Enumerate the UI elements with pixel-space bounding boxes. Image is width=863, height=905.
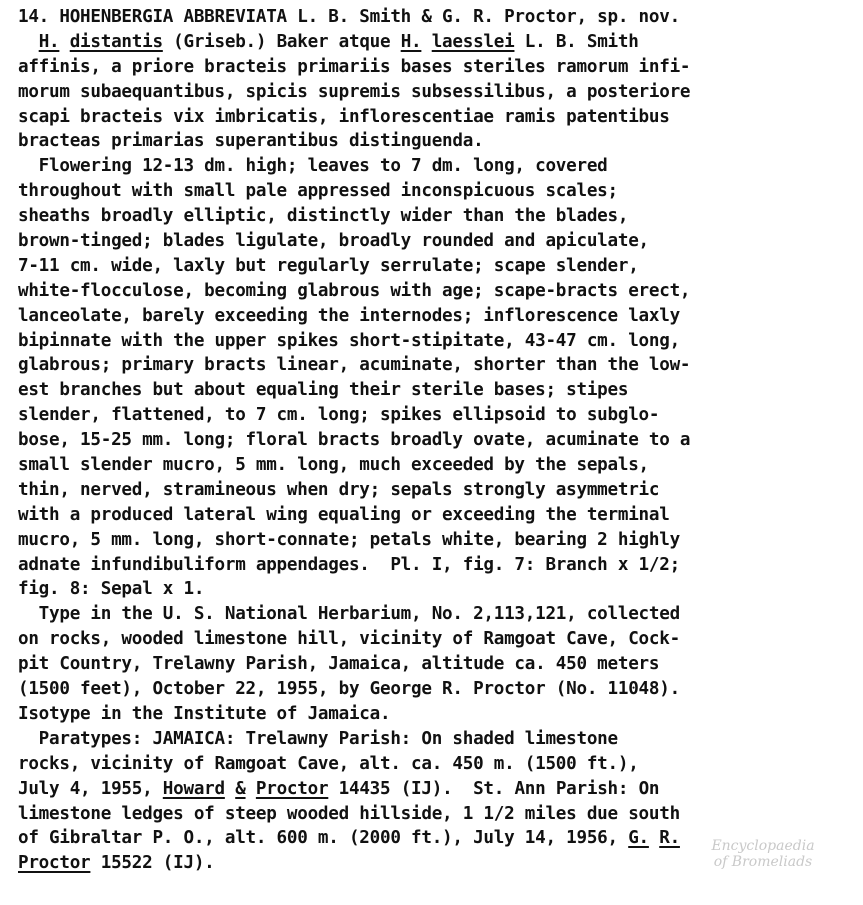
text-segment: white-flocculose, becoming glabrous with age; scape-bracts erect, (18, 280, 691, 301)
text-line (18, 378, 848, 403)
text-segment: with a produced lateral wing equaling or exceeding the terminal (18, 504, 670, 525)
underlined-text: R. (659, 828, 680, 849)
text-line (18, 677, 848, 702)
text-line (18, 329, 848, 354)
text-segment: of Gibraltar P. O., alt. 600 m. (2000 ft.), July 14, 1956, (18, 828, 629, 849)
text-segment: (Griseb.) Baker atque (162, 31, 401, 52)
document-text (18, 5, 848, 876)
text-segment: bose, 15-25 mm. long; floral bracts broadly ovate, acuminate to a (18, 430, 691, 451)
text-segment: 7-11 cm. wide, laxly but regularly serrulate; scape slender, (18, 255, 639, 276)
text-segment: scapi bracteis vix imbricatis, inflorescentiae ramis patentibus (18, 106, 670, 127)
text-line (18, 279, 848, 304)
text-segment (18, 32, 39, 52)
underlined-text: distantis (69, 31, 163, 52)
text-line (18, 105, 848, 130)
text-line (18, 55, 848, 80)
text-segment: mucro, 5 mm. long, short-connate; petals white, bearing 2 highly (18, 529, 680, 550)
text-line (18, 229, 848, 254)
text-line (18, 602, 848, 627)
text-line (18, 702, 848, 727)
text-line (18, 80, 848, 105)
underlined-text: Proctor (255, 778, 329, 799)
text-segment: Paratypes: JAMAICA: Trelawny Parish: On shaded limestone (18, 728, 618, 749)
watermark-line-1: Encyclopaedia (711, 838, 815, 854)
text-line (18, 204, 848, 229)
text-segment: on rocks, wooded limestone hill, vicinity of Ramgoat Cave, Cock- (18, 629, 680, 650)
text-line (18, 553, 848, 578)
text-segment: slender, flattened, to 7 cm. long; spikes ellipsoid to subglo- (18, 405, 660, 426)
text-segment: Isotype in the Institute of Jamaica. (18, 703, 391, 724)
text-segment: 14. HOHENBERGIA ABBREVIATA L. B. Smith & G. R. Proctor, sp. nov. (18, 7, 680, 27)
text-segment: 14435 (IJ). St. Ann Parish: On (328, 778, 660, 799)
underlined-text: G. (628, 828, 649, 849)
text-line (18, 353, 848, 378)
underlined-text: H. (400, 31, 422, 52)
text-line (18, 503, 848, 528)
underlined-text: H. (38, 31, 60, 52)
text-segment: est branches but about equaling their sterile bases; stipes (18, 380, 629, 401)
underlined-text: Howard (162, 778, 225, 799)
text-line (18, 254, 848, 279)
text-line (18, 179, 848, 204)
text-segment: limestone ledges of steep wooded hillside, 1 1/2 miles due south (18, 803, 680, 824)
text-segment (59, 32, 69, 52)
text-line (18, 777, 848, 802)
text-segment (246, 779, 256, 799)
text-segment (649, 828, 659, 848)
text-line (18, 627, 848, 652)
text-line (18, 752, 848, 777)
text-segment: July 4, 1955, (18, 778, 163, 799)
text-segment: thin, nerved, stramineous when dry; sepals strongly asymmetric (18, 479, 660, 500)
underlined-text: laesslei (431, 31, 515, 52)
text-line (18, 802, 848, 827)
text-segment: pit Country, Trelawny Parish, Jamaica, altitude ca. 450 meters (18, 654, 660, 675)
text-segment: morum subaequantibus, spicis supremis subsessilibus, a posteriore (18, 81, 691, 102)
text-segment: Flowering 12-13 dm. high; leaves to 7 dm. long, covered (18, 156, 608, 177)
text-line (18, 129, 848, 154)
text-line (18, 652, 848, 677)
text-segment: fig. 8: Sepal x 1. (18, 579, 205, 600)
text-segment: 15522 (IJ). (90, 853, 215, 874)
underlined-text: Proctor (18, 853, 91, 874)
text-segment: small slender mucro, 5 mm. long, much exceeded by the sepals, (18, 455, 649, 476)
text-segment: (1500 feet), October 22, 1955, by George R. Proctor (No. 11048). (18, 679, 680, 700)
text-segment: throughout with small pale appressed inconspicuous scales; (18, 181, 618, 202)
text-line (18, 403, 848, 428)
text-line (18, 577, 848, 602)
text-line (18, 453, 848, 478)
text-line (18, 428, 848, 453)
text-segment: Type in the U. S. National Herbarium, No. 2,113,121, collected (18, 604, 680, 625)
text-segment: affinis, a priore bracteis primariis bases steriles ramorum infi- (18, 56, 691, 77)
text-line (18, 154, 848, 179)
text-line (18, 727, 848, 752)
text-line (18, 30, 848, 55)
text-segment: lanceolate, barely exceeding the internodes; inflorescence laxly (18, 305, 680, 326)
text-segment (421, 32, 431, 52)
text-segment: rocks, vicinity of Ramgoat Cave, alt. ca. 450 m. (1500 ft.), (18, 753, 639, 774)
text-segment: bipinnate with the upper spikes short-stipitate, 43-47 cm. long, (18, 330, 680, 351)
text-segment: brown-tinged; blades ligulate, broadly rounded and apiculate, (18, 231, 649, 252)
text-line (18, 304, 848, 329)
text-segment: L. B. Smith (514, 31, 639, 52)
text-line (18, 528, 848, 553)
text-line (18, 478, 848, 503)
text-segment: glabrous; primary bracts linear, acuminate, shorter than the low- (18, 355, 691, 376)
watermark (688, 838, 838, 870)
text-segment: adnate infundibuliform appendages. Pl. I, fig. 7: Branch x 1/2; (18, 554, 680, 575)
text-line (18, 5, 848, 30)
text-segment: sheaths broadly elliptic, distinctly wider than the blades, (18, 206, 629, 227)
underlined-text: & (235, 778, 246, 799)
text-segment (225, 779, 235, 799)
watermark-line-2: of Bromeliads (713, 854, 813, 870)
text-segment: bracteas primarias superantibus distinguenda. (18, 131, 484, 152)
